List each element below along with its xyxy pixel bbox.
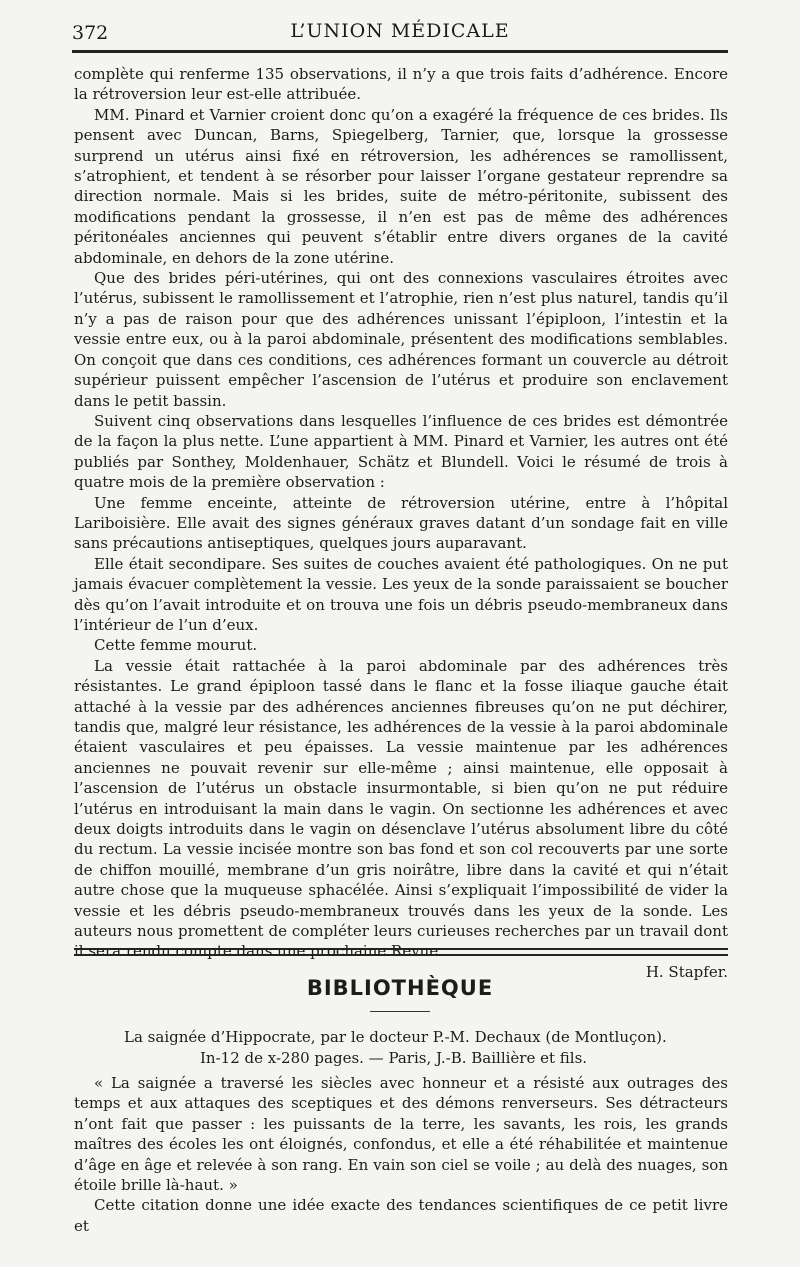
article-paragraph: Elle était secondipare. Ses suites de couches avaient été pathologiques. On ne put jamais évacuer complètement la vessie. Les yeux de la sonde paraissaient se boucher dès qu’on l’avait introduite et on trouva une fois un débris pseudo-membraneux dans l’intérieur de l’un d’eux.	[74, 554, 728, 634]
section-divider	[74, 948, 728, 956]
book-reference	[74, 1027, 728, 1068]
section-title: BIBLIOTHÈQUE	[306, 976, 494, 1000]
book-imprint-line: In-12 de x-280 pages. — Paris, J.-B. Baillière et fils.	[200, 1048, 588, 1067]
article-paragraph: Que des brides péri-utérines, qui ont des connexions vasculaires étroites avec l’utérus, subissent le ramollissement et l’atrophie, rien n’est plus naturel, tandis qu’il n’y a pas de raison pour que des adhérences unissant l’épiploon, l’intestin et la vessie entre eux, ou à la paroi abdominale, présentent des modifications semblables. On conçoit que dans ces conditions, ces adhérences formant un couvercle au détroit supérieur puissent empêcher l’ascension de l’utérus et produire son enclavement dans le petit bassin.	[74, 269, 728, 410]
journal-title: L’UNION MÉDICALE	[290, 20, 510, 42]
article-paragraph: Suivent cinq observations dans lesquelles l’influence de ces brides est démontrée de la façon la plus nette. L’une appartient à MM. Pinard et Varnier, les autres ont été publiés par Sonthey, Moldenhauer, Schätz et Blundell. Voici le résumé de trois à quatre mois de la première observation :	[74, 411, 728, 492]
review-quote: « La saignée a traversé les siècles avec honneur et a résisté aux outrages des temps et aux attaques des sceptiques et des démons renverseurs. Ses détracteurs n’ont fait que passer : les puissants de la terre, les savants, les rois, les grands maîtres des écoles les ont éloignés, confondus, et elle a été réhabilitée et maintenue d’âge en âge et relevée à son rang. En vain son ciel se voile ; au delà des nuages, son étoile brille là-haut. »	[74, 1074, 728, 1195]
article-body	[74, 64, 728, 982]
article-paragraph: Cette femme mourut.	[94, 636, 258, 655]
page-number: 372	[72, 22, 109, 44]
book-title-line: La saignée d’Hippocrate, par le docteur P.-M. Dechaux (de Montluçon).	[124, 1028, 667, 1046]
review-text	[74, 1073, 728, 1236]
header-rule	[72, 50, 728, 53]
title-rule	[370, 1011, 430, 1012]
review-paragraph: Cette citation donne une idée exacte des tendances scientifiques de ce petit livre et	[74, 1196, 728, 1235]
running-header	[72, 20, 728, 48]
article-paragraph: MM. Pinard et Varnier croient donc qu’on a exagéré la fréquence de ces brides. Ils pensent avec Duncan, Barns, Spiegelberg, Tarnier, que, lorsque la grossesse surprend un utérus ainsi fixé en rétroversion, les adhérences se ramollissent, s’atrophient, et tendent à se résorber pour laisser l’organe gestateur reprendre sa direction normale. Mais si les brides, suite de métro-péritonite, subissent des modifications pendant la grossesse, il n’en est pas de même des adhérences péritonéales anciennes qui peuvent s’établir entre divers organes de la cavité abdominale, en dehors de la zone utérine.	[74, 105, 728, 267]
article-paragraph: Une femme enceinte, atteinte de rétroversion utérine, entre à l’hôpital Lariboisière. Elle avait des signes généraux graves datant d’un sondage fait en ville sans précautions antiseptiques, quelques jours auparavant.	[74, 493, 728, 553]
author-signature: H. Stapfer.	[645, 962, 728, 981]
article-paragraph: complète qui renferme 135 observations, il n’y a que trois faits d’adhérence. Encore la rétroversion leur est-elle attribuée.	[74, 65, 728, 104]
article-paragraph: La vessie était rattachée à la paroi abdominale par des adhérences très résistantes. Le grand épiploon tassé dans le flanc et la fosse iliaque gauche était attaché à la vessie par des adhérences anciennes fibreuses qu’on ne put déchirer, tandis que, malgré leur résistance, les adhérences de la vessie à la paroi abdominale étaient vasculaires et peu épaisses. La vessie maintenue par les adhérences anciennes ne pouvait revenir sur elle-même ; ainsi maintenue, elle opposait à l’ascension de l’utérus un obstacle insurmontable, si bien qu’on ne put réduire l’utérus en introduisant la main dans le vagin. On sectionne les adhérences et avec deux doigts introduits dans le vagin on désenclave l’utérus absolument libre du côté du rectum. La vessie incisée montre son bas fond et son col recouverts par une sorte de chiffon mouillé, membrane d’un gris noirâtre, libre dans la cavité et qui n’était autre chose que la muqueuse sphacélée. Ainsi s’expliquait l’impossibilité de vider la vessie et les débris pseudo-membraneux trouvés dans les yeux de la sonde. Les auteurs nous promettent de compléter leurs curieuses recherches par un travail dont il sera rendu compte dans une prochaine Revue.	[74, 656, 728, 961]
